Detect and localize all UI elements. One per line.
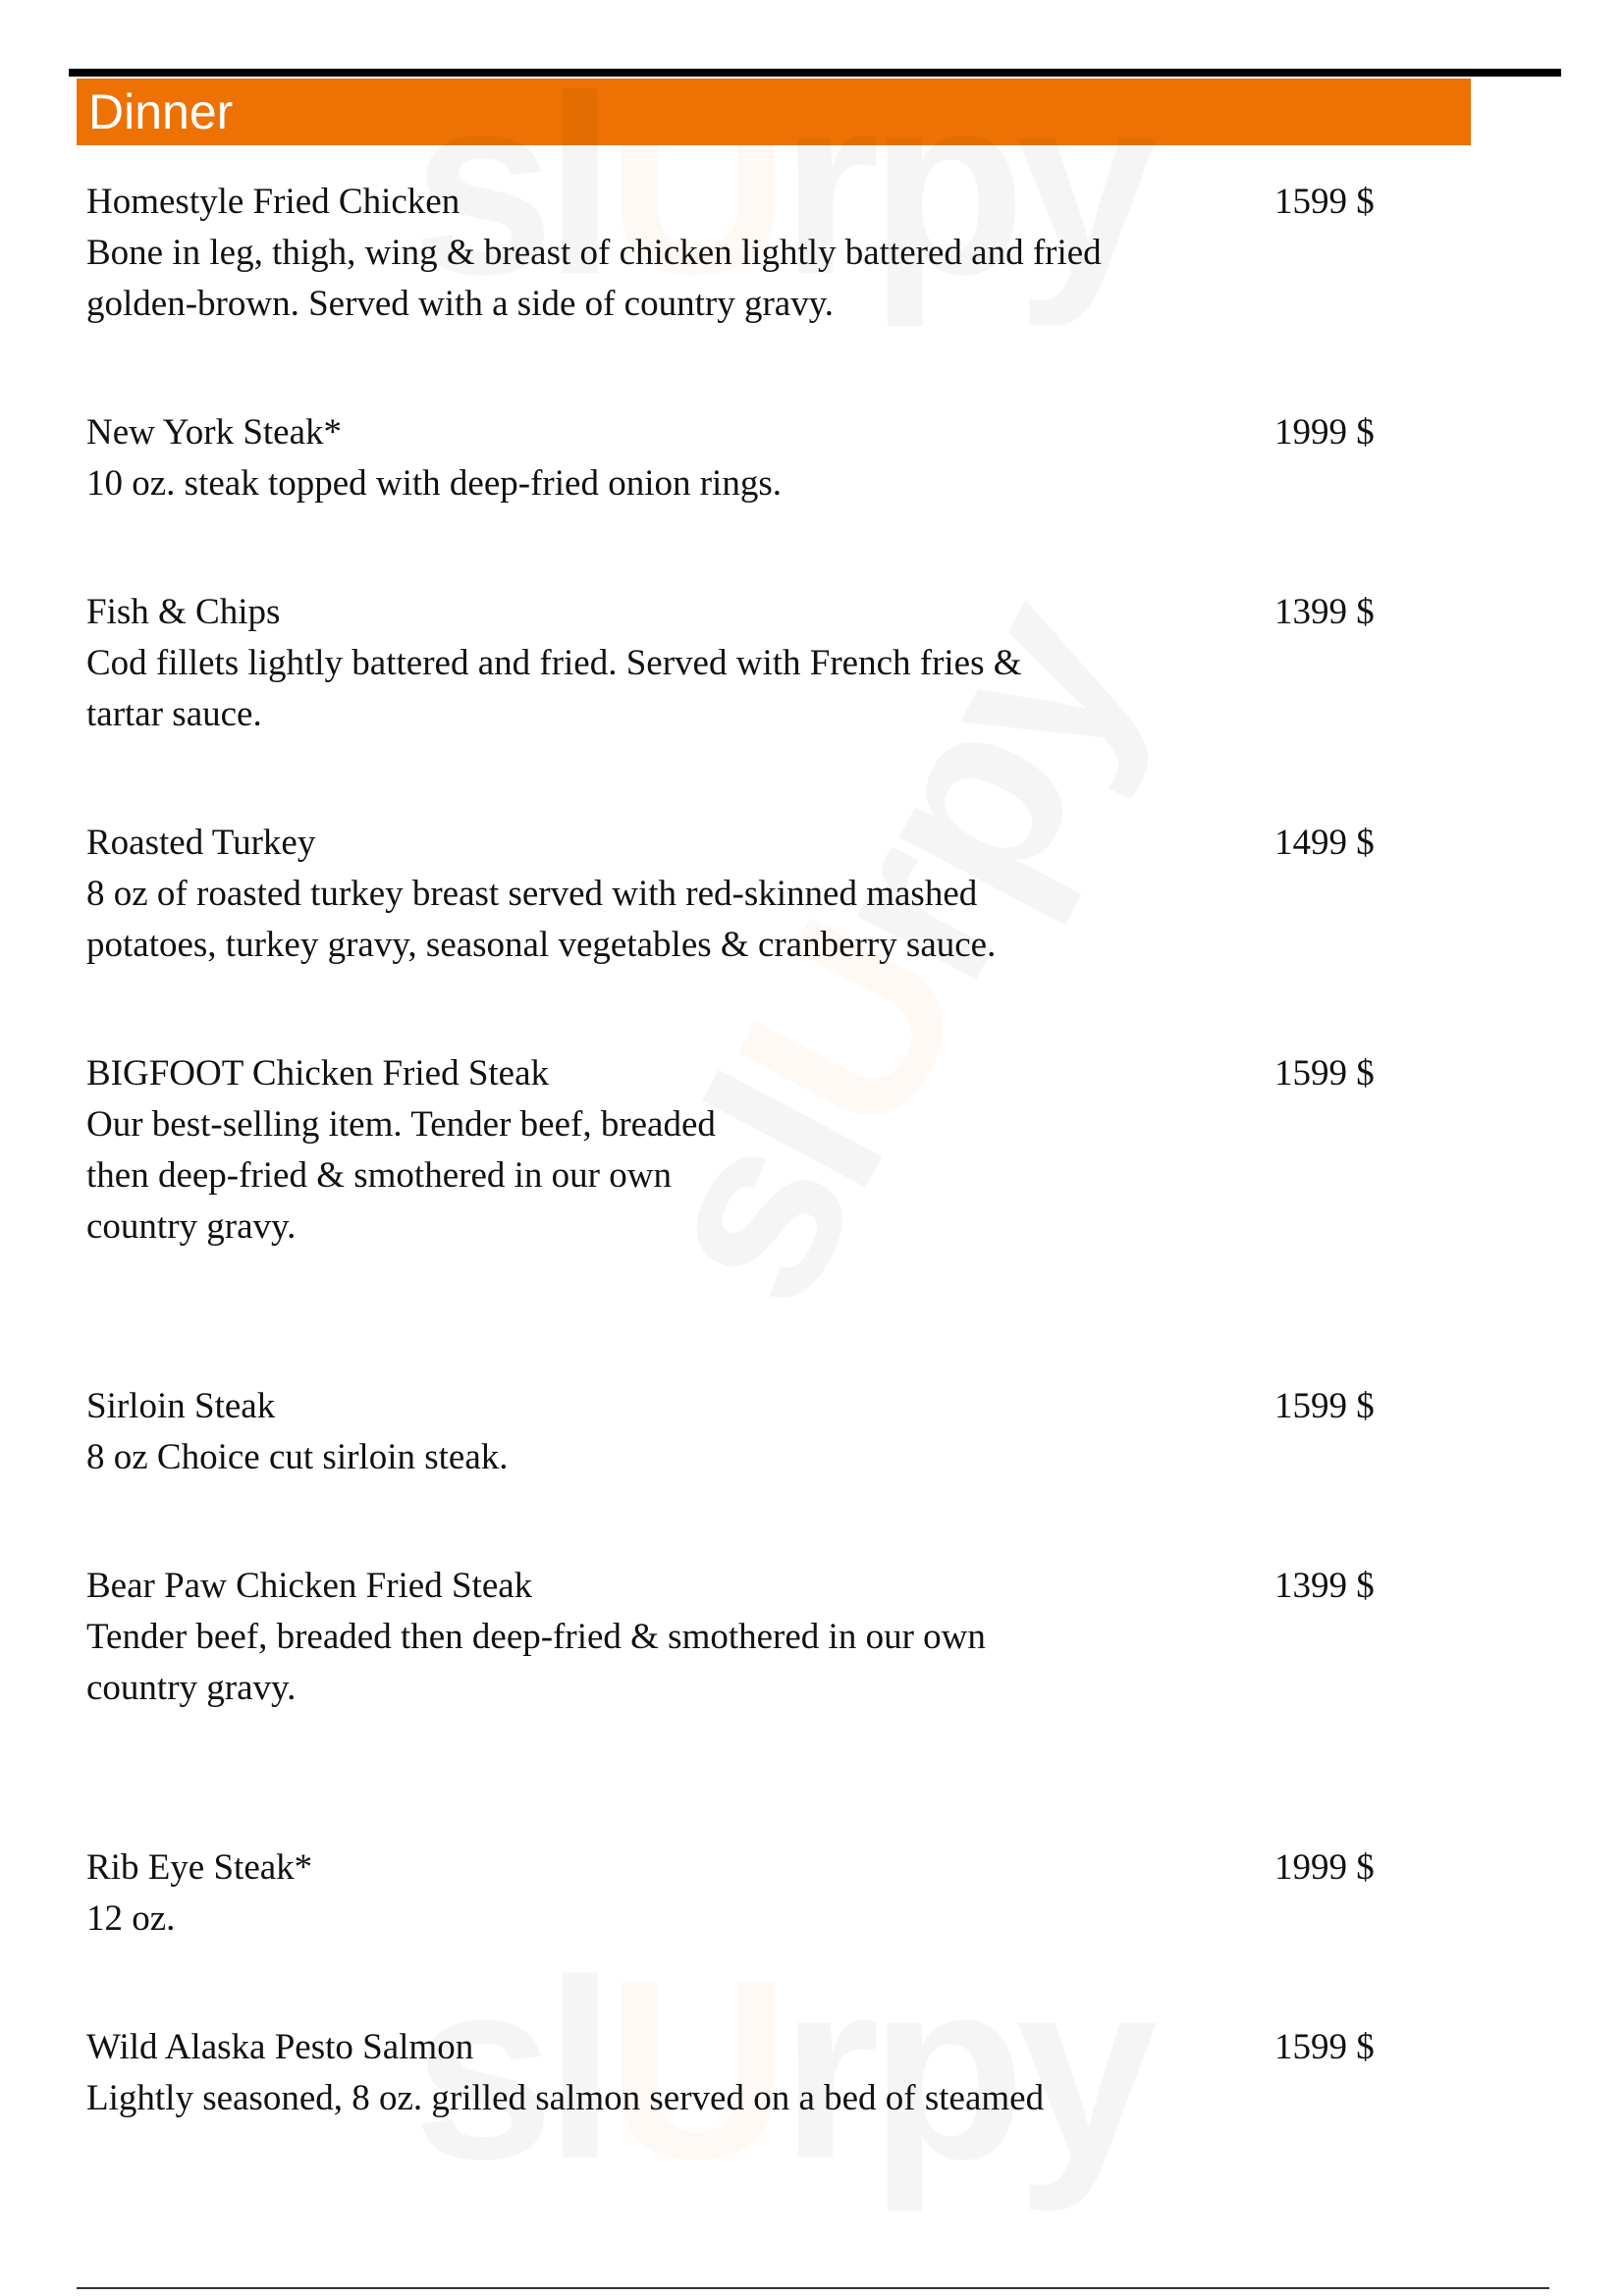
section-title: Dinner bbox=[88, 84, 234, 139]
menu-item bbox=[86, 1561, 1422, 1714]
menu-item-description: Our best-selling item. Tender beef, breaded then deep-fried & smothered in our own country gravy. bbox=[86, 1104, 716, 1247]
top-rule bbox=[69, 69, 1561, 77]
menu-item-description: Cod fillets lightly battered and fried. Served with French fries & tartar sauce. bbox=[86, 643, 1022, 734]
menu-item-name: Roasted Turkey bbox=[86, 823, 316, 863]
menu-item bbox=[86, 1048, 1422, 1253]
menu-item-name: Wild Alaska Pesto Salmon bbox=[86, 2027, 474, 2067]
menu-item bbox=[86, 1381, 1422, 1483]
bottom-rule bbox=[77, 2287, 1549, 2289]
menu-item-name: Rib Eye Steak* bbox=[86, 1847, 313, 1888]
menu-item-price: 1999 $ bbox=[1274, 1847, 1375, 1888]
menu-item bbox=[86, 587, 1422, 740]
menu-item-price: 1599 $ bbox=[1274, 2027, 1375, 2067]
menu-item-price: 1599 $ bbox=[1274, 1386, 1375, 1426]
menu-item-name: Fish & Chips bbox=[86, 592, 281, 632]
menu-item bbox=[86, 2022, 1422, 2124]
menu-item-description: 8 oz of roasted turkey breast served with red-skinned mashed potatoes, turkey gravy, seasonal vegetables & cranberry sauce. bbox=[86, 874, 997, 965]
menu-item bbox=[86, 177, 1422, 330]
menu-item-price: 1399 $ bbox=[1274, 592, 1375, 632]
menu-item-price: 1599 $ bbox=[1274, 182, 1375, 222]
menu-item bbox=[86, 818, 1422, 971]
menu-item-name: Bear Paw Chicken Fried Steak bbox=[86, 1566, 533, 1606]
menu-item-description: Lightly seasoned, 8 oz. grilled salmon served on a bed of steamed bbox=[86, 2078, 1045, 2118]
menu-item-description: 10 oz. steak topped with deep-fried onion rings. bbox=[86, 463, 782, 504]
menu-item-name: Sirloin Steak bbox=[86, 1386, 276, 1426]
menu-item bbox=[86, 1842, 1422, 1945]
menu-item-description: Bone in leg, thigh, wing & breast of chicken lightly battered and fried golden-brown. Served with a side of country gravy. bbox=[86, 233, 1102, 324]
menu-item-price: 1999 $ bbox=[1274, 412, 1375, 453]
menu-item-description: 8 oz Choice cut sirloin steak. bbox=[86, 1437, 509, 1477]
menu-item-price: 1399 $ bbox=[1274, 1566, 1375, 1606]
menu-item-price: 1599 $ bbox=[1274, 1053, 1375, 1094]
menu-item bbox=[86, 407, 1422, 509]
menu-item-description: 12 oz. bbox=[86, 1898, 176, 1939]
menu-item-name: New York Steak* bbox=[86, 412, 343, 453]
menu-item-description: Tender beef, breaded then deep-fried & smothered in our own country gravy. bbox=[86, 1617, 986, 1708]
menu-item-name: BIGFOOT Chicken Fried Steak bbox=[86, 1053, 550, 1094]
menu-item-price: 1499 $ bbox=[1274, 823, 1375, 863]
menu-item-name: Homestyle Fried Chicken bbox=[86, 182, 460, 222]
section-header bbox=[77, 79, 1471, 145]
